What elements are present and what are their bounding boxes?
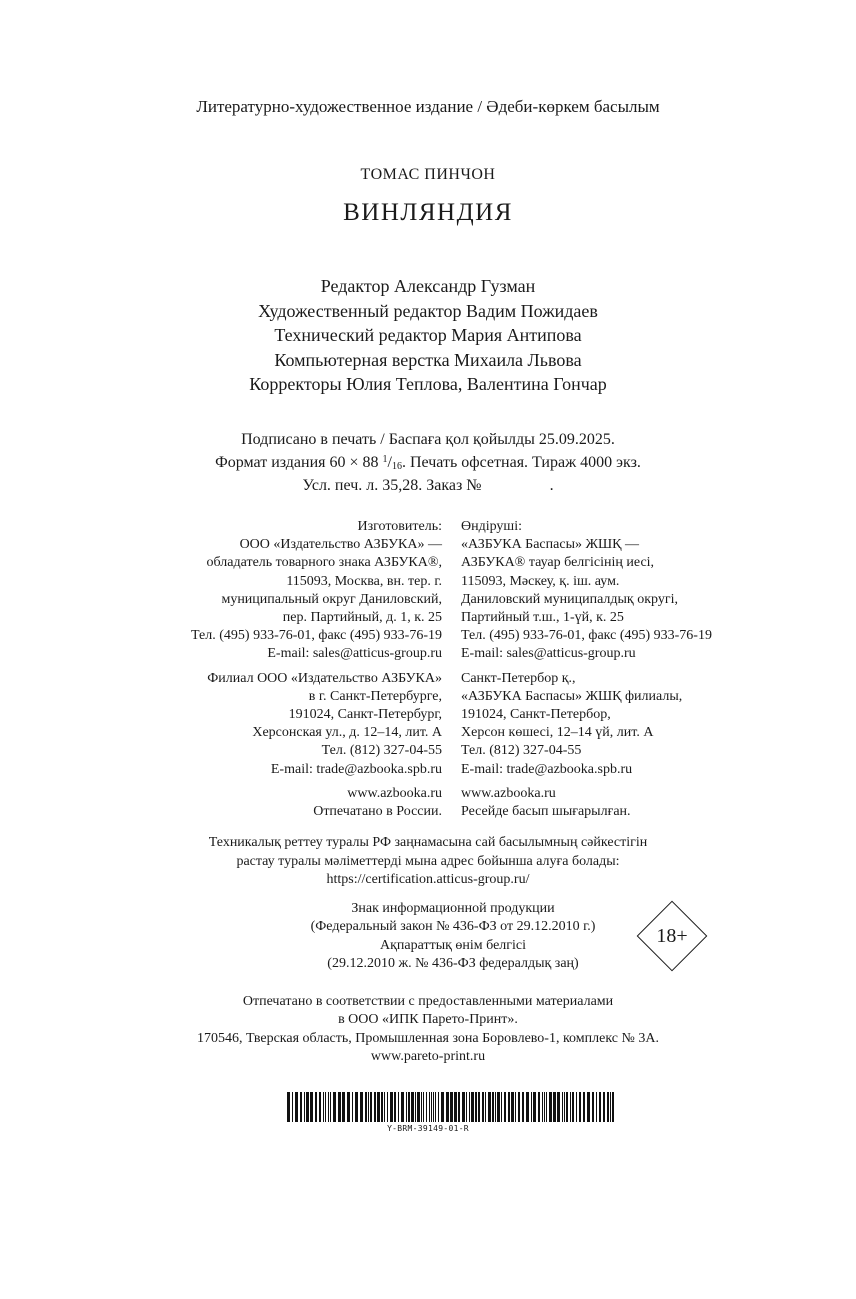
site-ru-1: Отпечатано в России. bbox=[313, 804, 442, 820]
format-line: Формат издания 60 × 88 $^1/_{16}$. Печать офсетная. Тираж 4000 экз. bbox=[215, 453, 641, 472]
manufacturer-ru-0: Изготовитель: bbox=[357, 519, 442, 534]
branch-kz-1: «АЗБУКА Баспасы» ЖШҚ филиалы, bbox=[461, 688, 683, 704]
manufacturer-ru-4: муниципальный округ Даниловский, bbox=[221, 591, 442, 607]
book-title: ВИНЛЯНДИЯ bbox=[343, 199, 513, 226]
publisher-column-kz bbox=[461, 518, 712, 821]
branch-kz-0: Санкт-Петербор қ., bbox=[461, 670, 576, 686]
branch-kz-3: Херсон көшесі, 12–14 үй, лит. А bbox=[461, 725, 654, 741]
info-sign-text bbox=[0, 900, 856, 973]
branch-kz-5: E-mail: trade@azbooka.spb.ru bbox=[461, 761, 633, 777]
credit-art-editor: Художественный редактор Вадим Пожидаев bbox=[258, 300, 598, 321]
credit-layout: Компьютерная верстка Михаила Львова bbox=[274, 349, 582, 370]
certification-line-0: Техникалық реттеу туралы РФ заңнамасына сай басылымның сәйкестігін bbox=[208, 835, 648, 850]
info-sign-line-0: Знак информационной продукции bbox=[351, 901, 555, 916]
manufacturer-kz-4: Даниловский муниципалдық округі, bbox=[461, 591, 678, 607]
site-kz-1: Ресейде басып шығарылған. bbox=[461, 804, 631, 820]
credits-block bbox=[0, 274, 856, 397]
branch-ru-3: Херсонская ул., д. 12–14, лит. А bbox=[252, 725, 442, 741]
site-ru-0: www.azbooka.ru bbox=[347, 785, 442, 801]
barcode-code: Y-BRM-39149-01-R bbox=[387, 1124, 469, 1133]
printer-line-1: в ООО «ИПК Парето-Принт». bbox=[338, 1012, 518, 1028]
credit-editor: Редактор Александр Гузман bbox=[320, 276, 536, 296]
branch-ru-4: Тел. (812) 327-04-55 bbox=[321, 743, 442, 759]
manufacturer-kz-3: 115093, Мәскеу, қ. іш. аум. bbox=[461, 573, 620, 589]
branch-ru-0: Филиал ООО «Издательство АЗБУКА» bbox=[207, 670, 442, 686]
info-sign-line-3: (29.12.2010 ж. № 436-ФЗ федералдық заң) bbox=[327, 955, 579, 971]
manufacturer-ru-7: E-mail: sales@atticus-group.ru bbox=[267, 646, 442, 662]
manufacturer-kz-0: Өндіруші: bbox=[461, 519, 522, 534]
manufacturer-kz-1: «АЗБУКА Баспасы» ЖШҚ — bbox=[461, 537, 639, 553]
branch-kz-2: 191024, Санкт-Петербор, bbox=[461, 707, 611, 723]
info-sign-line-2: Ақпараттық өнім белгісі bbox=[379, 937, 527, 953]
genre-line: Литературно-художественное издание / Әдеби-көркем басылым bbox=[196, 97, 660, 116]
certification-url: https://certification.atticus-group.ru/ bbox=[326, 872, 530, 887]
manufacturer-kz-6: Тел. (495) 933-76-01, факс (495) 933-76-19 bbox=[461, 628, 712, 644]
certification-line-1: растау туралы мәліметтерді мына адрес бойынша алуға болады: bbox=[236, 853, 620, 869]
printer-line-2: 170546, Тверская область, Промышленная зона Боровлево-1, комплекс № 3А. bbox=[197, 1030, 659, 1046]
printer-line-0: Отпечатано в соответствии с предоставленными материалами bbox=[242, 994, 614, 1009]
manufacturer-ru-3: 115093, Москва, вн. тер. г. bbox=[286, 573, 442, 589]
manufacturer-kz-7: E-mail: sales@atticus-group.ru bbox=[461, 646, 636, 662]
manufacturer-ru-6: Тел. (495) 933-76-01, факс (495) 933-76-19 bbox=[191, 628, 442, 644]
author-name: ТОМАС ПИНЧОН bbox=[360, 166, 496, 183]
age-rating-badge bbox=[636, 900, 708, 972]
manufacturer-ru-2: обладатель товарного знака АЗБУКА®, bbox=[206, 555, 442, 571]
credit-tech-editor: Технический редактор Мария Антипова bbox=[274, 325, 582, 345]
signed-line: Подписано в печать / Баспаға қол қойылды 25.09.2025. bbox=[241, 431, 615, 448]
credit-proofreaders: Корректоры Юлия Теплова, Валентина Гончар bbox=[249, 374, 607, 394]
printer-block bbox=[0, 993, 856, 1066]
manufacturer-kz-5: Партийный т.ш., 1-үй, к. 25 bbox=[461, 610, 624, 626]
manufacturer-kz-2: АЗБУКА® тауар белгісінің иесі, bbox=[461, 555, 655, 571]
info-sign-line-1: (Федеральный закон № 436-ФЗ от 29.12.2010 г.) bbox=[310, 919, 596, 935]
branch-ru-2: 191024, Санкт-Петербург, bbox=[288, 707, 442, 723]
sheets-line: Усл. печ. л. 35,28. Заказ № . bbox=[302, 477, 554, 494]
age-rating-label: 18+ bbox=[656, 925, 688, 947]
publisher-column-ru bbox=[191, 518, 442, 821]
barcode-icon bbox=[287, 1092, 617, 1122]
manufacturer-ru-5: пер. Партийный, д. 1, к. 25 bbox=[282, 610, 442, 626]
branch-ru-5: E-mail: trade@azbooka.spb.ru bbox=[270, 761, 442, 777]
certification-block bbox=[0, 834, 856, 890]
site-kz-0: www.azbooka.ru bbox=[461, 785, 556, 801]
print-info bbox=[0, 430, 856, 496]
branch-kz-4: Тел. (812) 327-04-55 bbox=[461, 743, 582, 759]
printer-url: www.pareto-print.ru bbox=[370, 1048, 486, 1064]
branch-ru-1: в г. Санкт-Петербурге, bbox=[308, 688, 442, 704]
manufacturer-ru-1: ООО «Издательство АЗБУКА» — bbox=[239, 537, 442, 553]
